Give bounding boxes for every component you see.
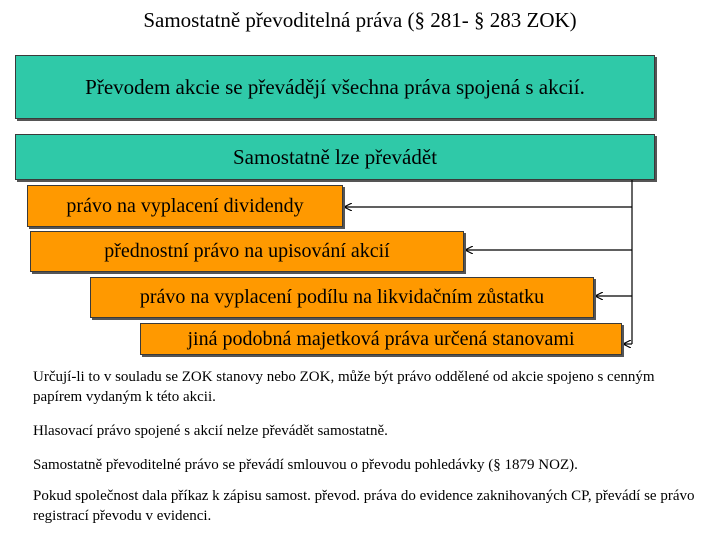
page-title: Samostatně převoditelná práva (§ 281- § 283 ZOK) [143, 8, 577, 32]
right-dividend-box: právo na vyplacení dividendy [27, 185, 343, 227]
paragraph-security-link: Určují-li to v souladu se ZOK stanovy nebo ZOK, může být právo oddělené od akcie spojeno s cenným papírem vydaným k této akcii. [33, 369, 655, 405]
paragraph-voting-right: Hlasovací právo spojené s akcií nelze převádět samostatně. [33, 423, 388, 439]
paragraph-transfer-contract: Samostatně převoditelné právo se převádí smlouvou o převodu pohledávky (§ 1879 NOZ). [33, 457, 578, 473]
right-other-box: jiná podobná majetková práva určená stanovami [140, 323, 622, 355]
transfer-all-rights-box: Převodem akcie se převádějí všechna práva spojená s akcií. [15, 55, 655, 119]
right-liquidation-box: právo na vyplacení podílu na likvidačním zůstatku [90, 277, 594, 318]
right-preemptive-box: přednostní právo na upisování akcií [30, 231, 464, 272]
separately-transferable-box: Samostatně lze převádět [15, 134, 655, 180]
paragraph-registration: Pokud společnost dala příkaz k zápisu samost. převod. práva do evidence zaknihovaných CP, převádí se právo registrací převodu v evidenci. [33, 488, 695, 524]
